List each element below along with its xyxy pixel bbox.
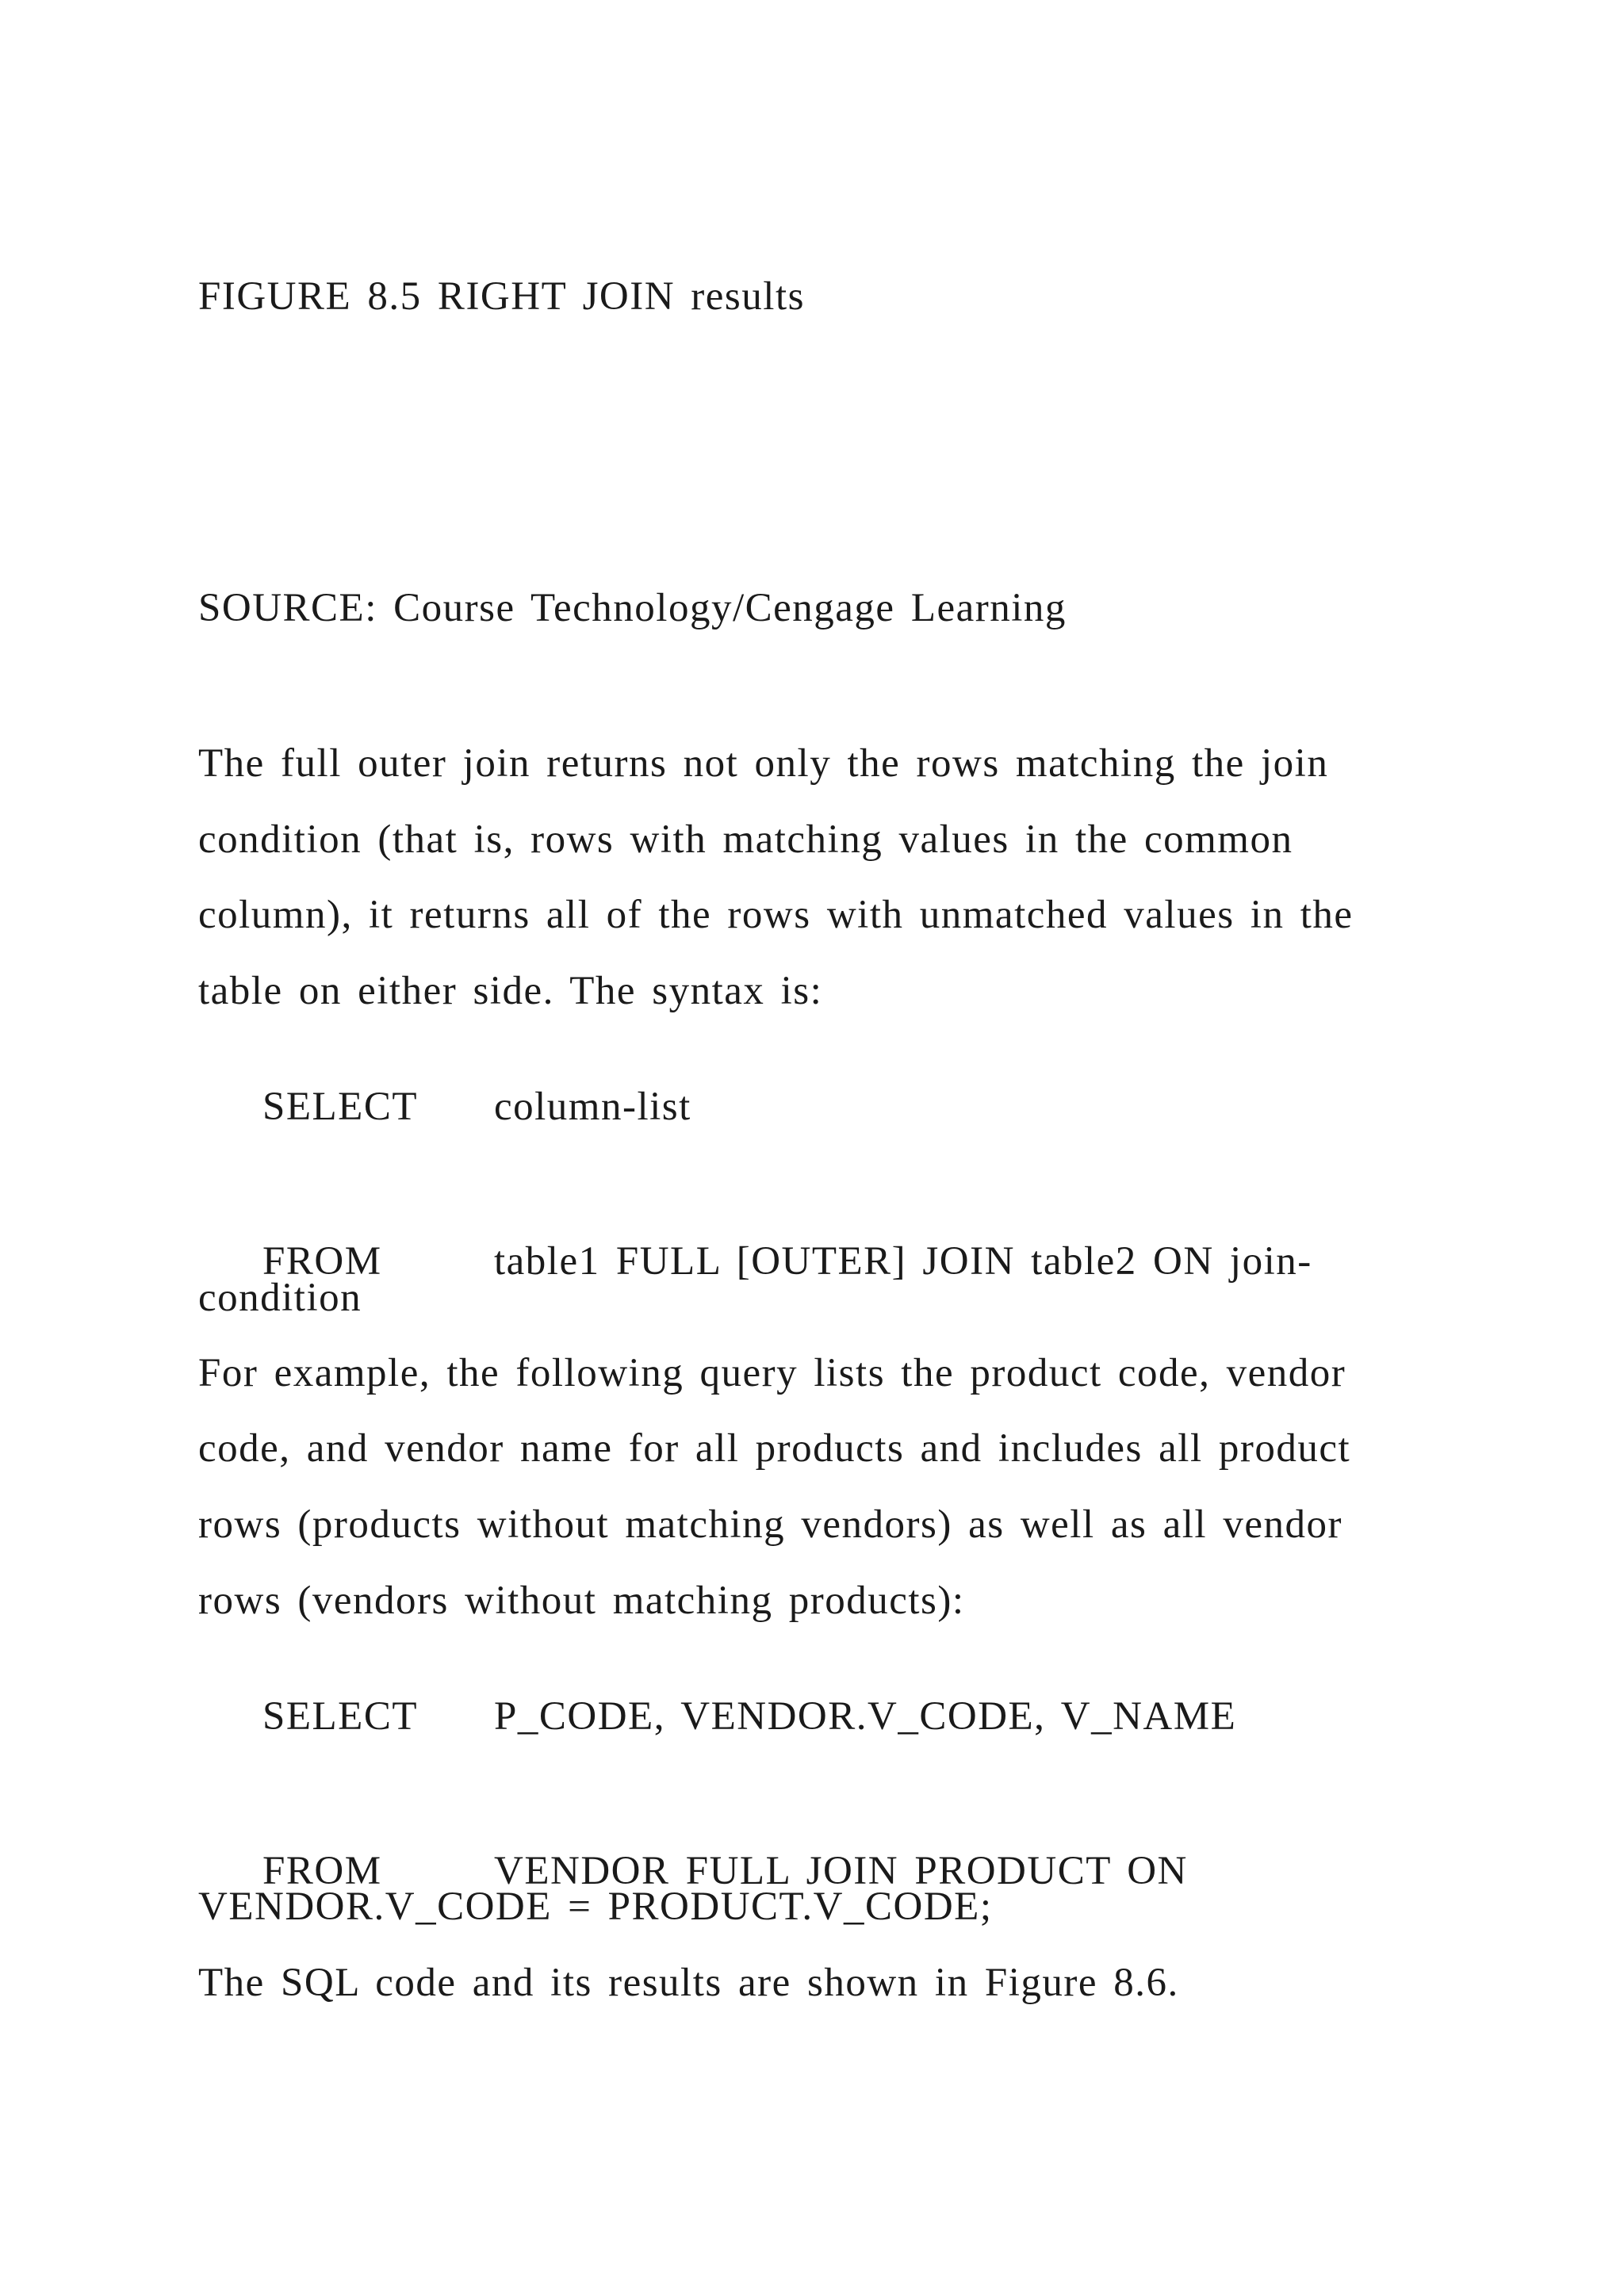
paragraph-line: code, and vendor name for all products and includes all product bbox=[198, 1426, 1351, 1471]
paragraph-line: rows (products without matching vendors) as well as all vendor bbox=[198, 1502, 1342, 1547]
paragraph-line: For example, the following query lists the product code, vendor bbox=[198, 1351, 1346, 1395]
sql-keyword: FROM bbox=[262, 1239, 382, 1284]
syntax-from-line bbox=[198, 1201, 1312, 1322]
syntax-select-line bbox=[198, 1047, 691, 1168]
sql-clause: VENDOR FULL JOIN PRODUCT ON bbox=[494, 1849, 1188, 1893]
syntax-from-continuation: condition bbox=[198, 1276, 362, 1320]
paragraph-line: rows (vendors without matching products): bbox=[198, 1578, 965, 1623]
sql-clause: column-list bbox=[494, 1085, 691, 1129]
sql-keyword: SELECT bbox=[262, 1085, 418, 1129]
sql-keyword: SELECT bbox=[262, 1694, 418, 1739]
sql-clause: P_CODE, VENDOR.V_CODE, V_NAME bbox=[494, 1694, 1237, 1739]
paragraph-line: The full outer join returns not only the rows matching the join bbox=[198, 741, 1329, 786]
closing-sentence: The SQL code and its results are shown in Figure 8.6. bbox=[198, 1961, 1179, 2005]
sql-clause: table1 FULL [OUTER] JOIN table2 ON join- bbox=[494, 1239, 1312, 1284]
paragraph-line: column), it returns all of the rows with unmatched values in the bbox=[198, 893, 1354, 937]
sql-keyword: FROM bbox=[262, 1849, 382, 1893]
paragraph-line: table on either side. The syntax is: bbox=[198, 969, 823, 1013]
source-credit: SOURCE: Course Technology/Cengage Learning bbox=[198, 586, 1067, 630]
paragraph-line: condition (that is, rows with matching values in the common bbox=[198, 817, 1293, 862]
example-from-continuation: VENDOR.V_CODE = PRODUCT.V_CODE; bbox=[198, 1885, 993, 1929]
example-select-line bbox=[198, 1656, 1236, 1777]
figure-caption: FIGURE 8.5 RIGHT JOIN results bbox=[198, 274, 805, 319]
